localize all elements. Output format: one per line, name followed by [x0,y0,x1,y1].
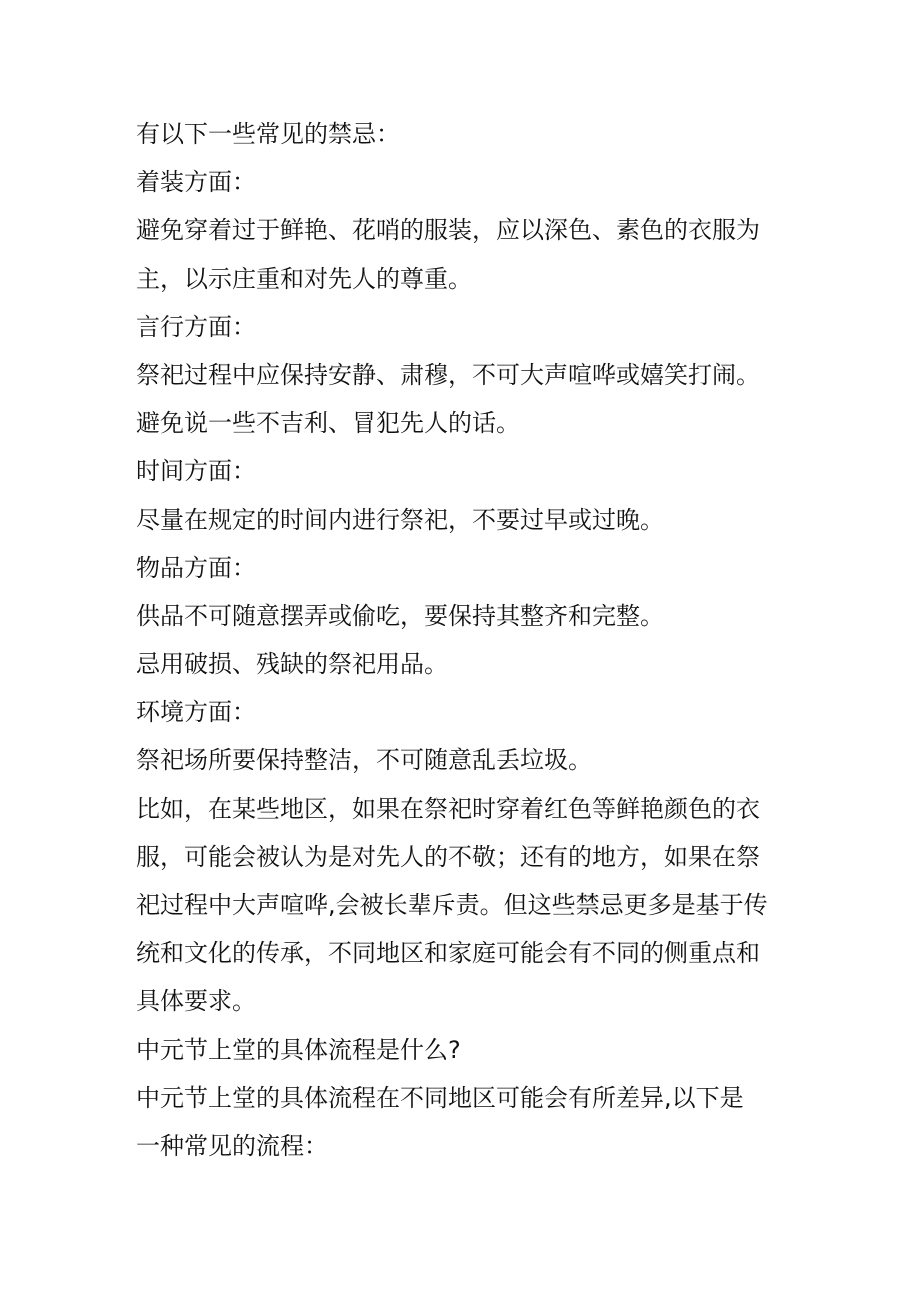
paragraph-line: 一种常见的流程： [136,1131,328,1160]
paragraph-line: 避免穿着过于鲜艳、花哨的服装，应以深色、素色的衣服为 [136,216,760,245]
paragraph-line: 具体要求。 [136,987,256,1016]
paragraph-line: 供品不可随意摆弄或偷吃，要保持其整齐和完整。 [136,601,664,630]
document-body [136,110,796,1170]
section-heading-conduct: 言行方面： [136,312,256,341]
paragraph-line: 比如，在某些地区，如果在祭祀时穿着红色等鲜艳颜色的衣 [136,794,760,823]
paragraph-line: 避免说一些不吉利、冒犯先人的话。 [136,409,520,438]
paragraph-line: 尽量在规定的时间内进行祭祀，不要过早或过晚。 [136,505,664,534]
section-heading-time: 时间方面： [136,457,256,486]
section-heading-attire: 着装方面： [136,168,256,197]
paragraph-line: 祭祀场所要保持整洁，不可随意乱丢垃圾。 [136,746,592,775]
paragraph-line: 祀过程中大声喧哗,会被长辈斥责。但这些禁忌更多是基于传 [136,891,768,919]
question-heading: 中元节上堂的具体流程是什么? [136,1035,461,1064]
paragraph-line: 祭祀过程中应保持安静、肃穆，不可大声喧哗或嬉笑打闹。 [136,360,760,389]
section-heading-environment: 环境方面： [136,698,256,727]
intro-line: 有以下一些常见的禁忌： [136,120,400,148]
paragraph-line: 服，可能会被认为是对先人的不敬；还有的地方，如果在祭 [136,842,760,871]
paragraph-line: 统和文化的传承，不同地区和家庭可能会有不同的侧重点和 [136,939,760,968]
paragraph-line: 中元节上堂的具体流程在不同地区可能会有所差异,以下是 [136,1083,744,1112]
section-heading-items: 物品方面： [136,553,256,582]
paragraph-line: 主，以示庄重和对先人的尊重。 [136,264,472,293]
paragraph-line: 忌用破损、残缺的祭祀用品。 [136,650,448,679]
